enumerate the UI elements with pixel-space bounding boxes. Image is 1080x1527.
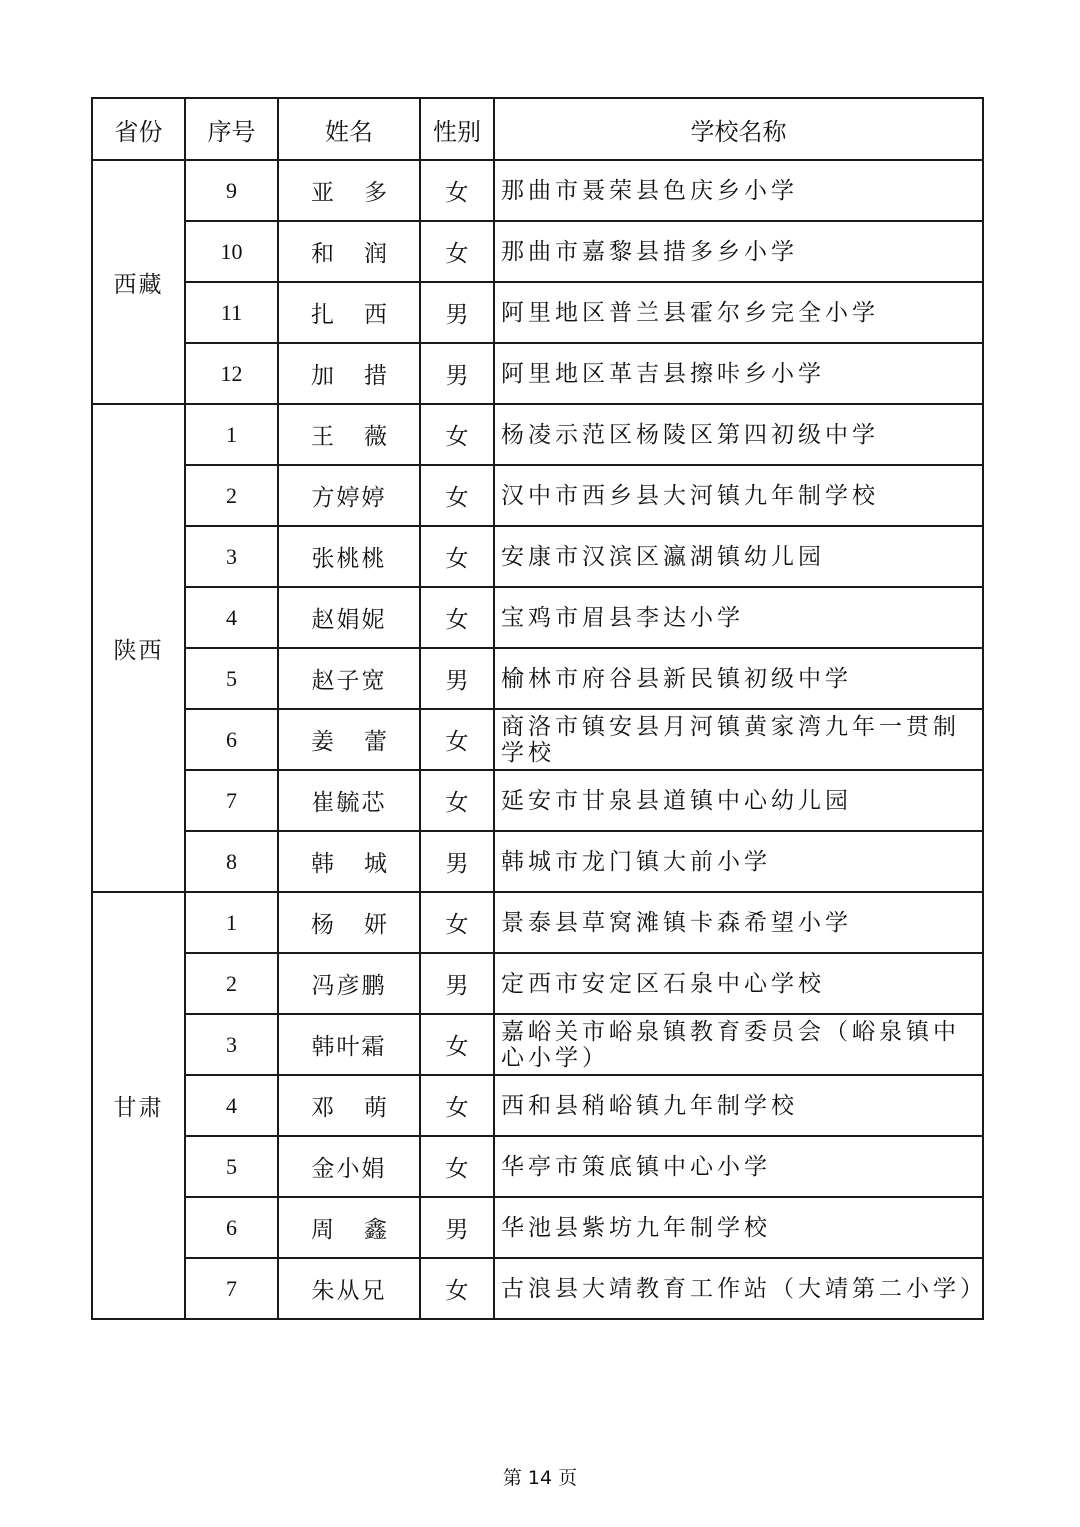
school-cell: 宝鸡市眉县李达小学 [494, 587, 983, 648]
number-cell: 4 [185, 1075, 278, 1136]
header-gender: 性别 [420, 98, 494, 160]
gender-cell: 男 [420, 343, 494, 404]
school-cell: 杨凌示范区杨陵区第四初级中学 [494, 404, 983, 465]
gender-cell: 男 [420, 282, 494, 343]
table-row [92, 648, 983, 709]
school-cell: 嘉峪关市峪泉镇教育委员会（峪泉镇中心小学） [494, 1014, 983, 1075]
school-cell: 定西市安定区石泉中心学校 [494, 953, 983, 1014]
table-body [92, 160, 987, 1319]
school-cell: 商洛市镇安县月河镇黄家湾九年一贯制学校 [494, 709, 983, 770]
table-row [92, 953, 983, 1014]
table-row [92, 1197, 983, 1258]
name-cell: 金小娟 [278, 1136, 420, 1197]
table-row [92, 404, 983, 465]
gender-cell: 女 [420, 1075, 494, 1136]
gender-cell: 男 [420, 953, 494, 1014]
gender-cell: 女 [420, 526, 494, 587]
table-row [92, 1136, 983, 1197]
table-header-row [92, 98, 983, 160]
name-cell: 张桃桃 [278, 526, 420, 587]
table-row [92, 1014, 983, 1075]
school-cell: 西和县稍峪镇九年制学校 [494, 1075, 983, 1136]
roster-table [91, 97, 987, 1320]
number-cell: 5 [185, 648, 278, 709]
name-cell: 亚多 [278, 160, 420, 221]
table-row [92, 221, 983, 282]
gender-cell: 女 [420, 404, 494, 465]
number-cell: 12 [185, 343, 278, 404]
header-name: 姓名 [278, 98, 420, 160]
name-cell: 邓萌 [278, 1075, 420, 1136]
number-cell: 5 [185, 1136, 278, 1197]
table-row [92, 160, 983, 221]
table-row [92, 1075, 983, 1136]
number-cell: 6 [185, 709, 278, 770]
school-cell: 景泰县草窝滩镇卡森希望小学 [494, 892, 983, 953]
number-cell: 6 [185, 1197, 278, 1258]
name-cell: 冯彦鹏 [278, 953, 420, 1014]
table-row [92, 465, 983, 526]
school-cell: 安康市汉滨区瀛湖镇幼儿园 [494, 526, 983, 587]
name-cell: 加措 [278, 343, 420, 404]
name-cell: 王薇 [278, 404, 420, 465]
number-cell: 3 [185, 526, 278, 587]
gender-cell: 男 [420, 1197, 494, 1258]
name-cell: 赵娟妮 [278, 587, 420, 648]
header-number: 序号 [185, 98, 278, 160]
school-cell: 古浪县大靖教育工作站（大靖第二小学） [494, 1258, 983, 1319]
gender-cell: 女 [420, 892, 494, 953]
table-row [92, 831, 983, 892]
gender-cell: 女 [420, 770, 494, 831]
gender-cell: 女 [420, 221, 494, 282]
name-cell: 周鑫 [278, 1197, 420, 1258]
table-row [92, 343, 983, 404]
school-cell: 阿里地区普兰县霍尔乡完全小学 [494, 282, 983, 343]
name-cell: 朱从兄 [278, 1258, 420, 1319]
gender-cell: 女 [420, 1136, 494, 1197]
number-cell: 1 [185, 404, 278, 465]
gender-cell: 女 [420, 709, 494, 770]
province-cell: 西藏 [92, 160, 185, 404]
table-row [92, 526, 983, 587]
number-cell: 2 [185, 465, 278, 526]
school-cell: 榆林市府谷县新民镇初级中学 [494, 648, 983, 709]
province-cell: 甘肃 [92, 892, 185, 1319]
header-school: 学校名称 [494, 98, 983, 160]
school-cell: 那曲市嘉黎县措多乡小学 [494, 221, 983, 282]
number-cell: 7 [185, 770, 278, 831]
page-number: 第 14 页 [502, 1467, 578, 1489]
table-row [92, 1258, 983, 1319]
name-cell: 杨妍 [278, 892, 420, 953]
name-cell: 崔毓芯 [278, 770, 420, 831]
table-row [92, 587, 983, 648]
table-row [92, 709, 983, 770]
number-cell: 1 [185, 892, 278, 953]
number-cell: 11 [185, 282, 278, 343]
school-cell: 华亭市策底镇中心小学 [494, 1136, 983, 1197]
gender-cell: 男 [420, 648, 494, 709]
number-cell: 10 [185, 221, 278, 282]
name-cell: 韩城 [278, 831, 420, 892]
gender-cell: 女 [420, 465, 494, 526]
school-cell: 韩城市龙门镇大前小学 [494, 831, 983, 892]
header-province: 省份 [92, 98, 185, 160]
name-cell: 姜蕾 [278, 709, 420, 770]
gender-cell: 女 [420, 587, 494, 648]
school-cell: 华池县紫坊九年制学校 [494, 1197, 983, 1258]
school-cell: 阿里地区革吉县擦咔乡小学 [494, 343, 983, 404]
gender-cell: 女 [420, 160, 494, 221]
number-cell: 2 [185, 953, 278, 1014]
number-cell: 4 [185, 587, 278, 648]
name-cell: 扎西 [278, 282, 420, 343]
number-cell: 8 [185, 831, 278, 892]
school-cell: 那曲市聂荣县色庆乡小学 [494, 160, 983, 221]
number-cell: 7 [185, 1258, 278, 1319]
name-cell: 赵子宽 [278, 648, 420, 709]
school-cell: 延安市甘泉县道镇中心幼儿园 [494, 770, 983, 831]
name-cell: 方婷婷 [278, 465, 420, 526]
table-row [92, 892, 983, 953]
province-cell: 陕西 [92, 404, 185, 892]
number-cell: 9 [185, 160, 278, 221]
school-cell: 汉中市西乡县大河镇九年制学校 [494, 465, 983, 526]
table-row [92, 282, 983, 343]
number-cell: 3 [185, 1014, 278, 1075]
name-cell: 韩叶霜 [278, 1014, 420, 1075]
gender-cell: 女 [420, 1014, 494, 1075]
name-cell: 和润 [278, 221, 420, 282]
gender-cell: 男 [420, 831, 494, 892]
gender-cell: 女 [420, 1258, 494, 1319]
table-row [92, 770, 983, 831]
